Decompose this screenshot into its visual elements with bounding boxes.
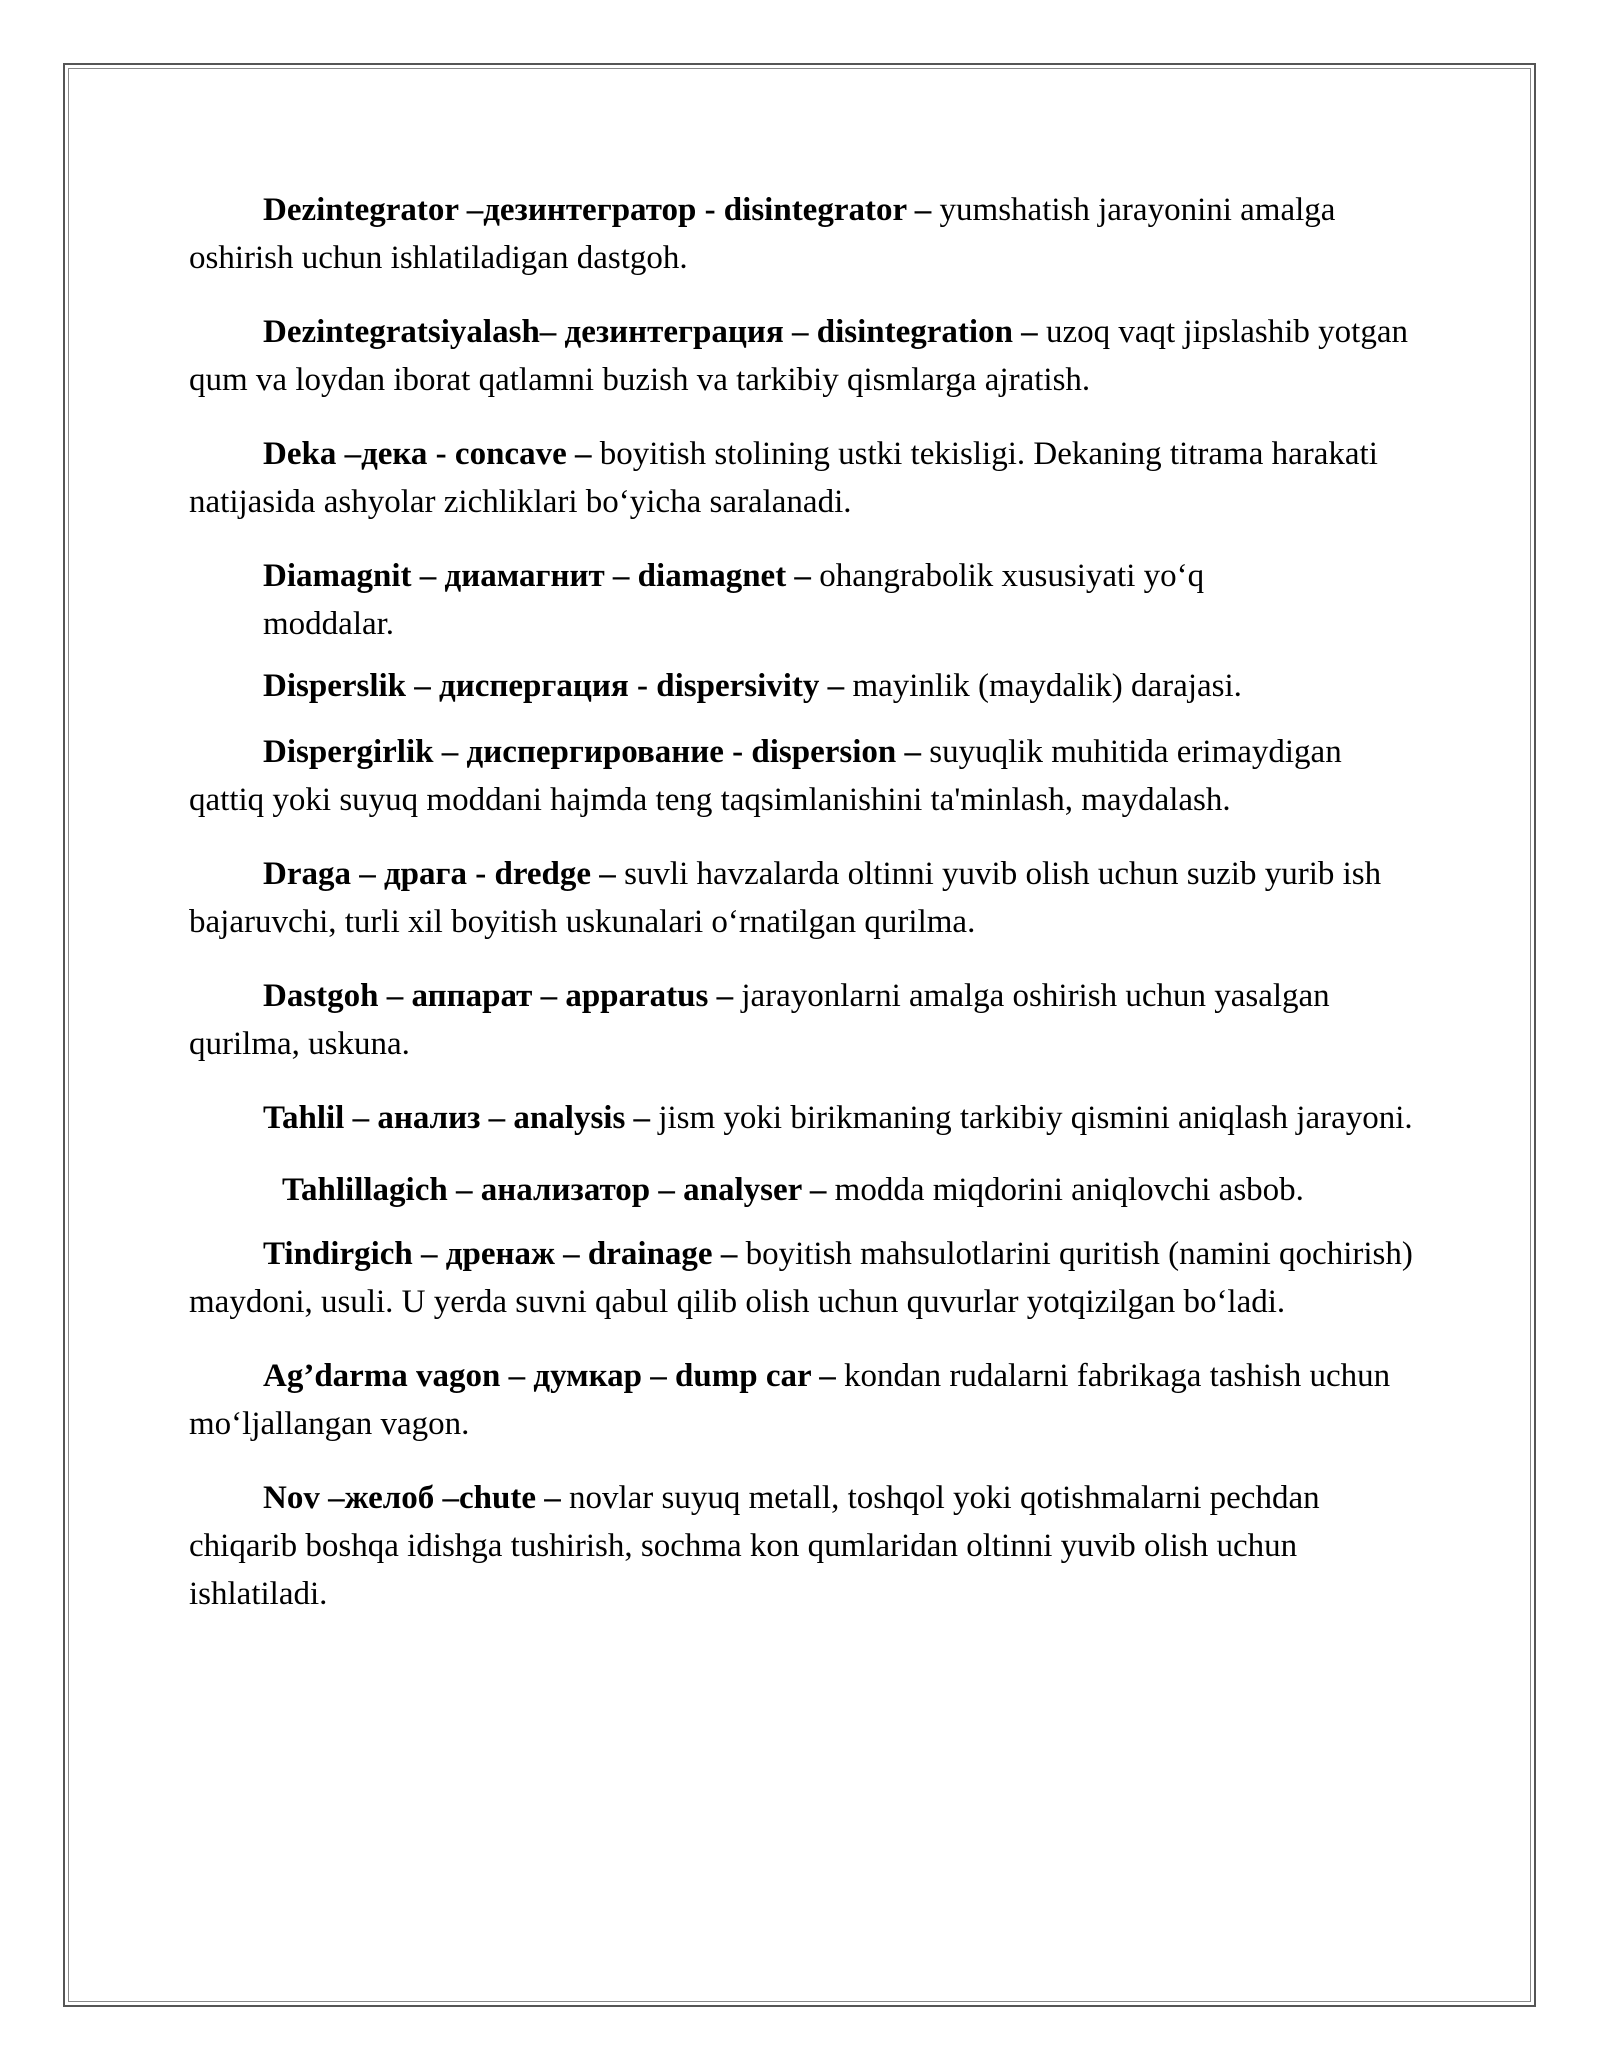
glossary-entry-deka (189, 430, 1414, 526)
entry-term: Disperslik – диспергация - dispersivity – (263, 668, 845, 704)
glossary-entry-dastgoh (189, 972, 1414, 1068)
entry-term: Dezintegrator –дезинтегратор - disintegrator – (263, 192, 932, 228)
glossary-entry-tahlillagich (263, 1168, 1323, 1212)
entry-term: Dezintegratsiyalash– дезинтеграция – disintegration – (263, 314, 1038, 350)
glossary-entry-dezintegrator (189, 186, 1414, 282)
glossary-entry-dispergirlik (189, 728, 1414, 824)
entry-term: Tahlillagich – анализатор – analyser – (282, 1172, 827, 1208)
entry-definition: suyuqlik muhitida erimaydigan qattiq yoki suyuq moddani hajmda teng taqsimlanishini ta'minlash, maydalash. (189, 734, 1342, 818)
entry-term: Tahlil – анализ – analysis – (263, 1100, 651, 1136)
glossary-entry-tindirgich (189, 1230, 1414, 1326)
entry-term: Diamagnit – диамагнит – diamagnet – (263, 558, 811, 594)
entry-definition: kondan rudalarni fabrikaga tashish uchun mo‘ljallangan vagon. (189, 1358, 1391, 1442)
entry-definition: jarayonlarni amalga oshirish uchun yasalgan qurilma, uskuna. (189, 978, 1330, 1062)
entry-term: Ag’darma vagon – думкар – dump car – (263, 1358, 836, 1394)
entry-definition: boyitish stolining ustki tekisligi. Dekaning titrama harakati natijasida ashyolar zichliklari bo‘yicha saralanadi. (189, 436, 1378, 520)
entry-term: Draga – драга - dredge – (263, 856, 616, 892)
entry-definition: boyitish mahsulotlarini quritish (namini qochirish) maydoni, usuli. U yerda suvni qabul qilib olish uchun quvurlar yotqizilgan bo‘ladi. (189, 1236, 1413, 1320)
glossary-entry-diamagnit (263, 552, 1323, 648)
entry-definition: mayinlik (maydalik) darajasi. (844, 668, 1242, 704)
glossary-entry-dezintegratsiyalash (189, 308, 1414, 404)
entry-definition: yumshatish jarayonini amalga oshirish uchun ishlatiladigan dastgoh. (189, 192, 1336, 276)
entry-definition: suvli havzalarda oltinni yuvib olish uchun suzib yurib ish bajaruvchi, turli xil boyitish uskunalari o‘rnatilgan qurilma. (189, 856, 1382, 940)
glossary-entry-disperslik (189, 662, 1414, 710)
entry-term: Dispergirlik – диспергирование - dispersion – (263, 734, 922, 770)
entry-definition: ohangrabolik xususiyati yo‘q moddalar. (263, 558, 1205, 642)
entry-term: Tindirgich – дренаж – drainage – (263, 1236, 738, 1272)
entry-definition: modda miqdorini aniqlovchi asbob. (826, 1172, 1304, 1208)
entry-definition: jism yoki birikmaning tarkibiy qismini aniqlash jarayoni. (650, 1100, 1413, 1136)
entry-term: Dastgoh – аппарат – apparatus – (263, 978, 734, 1014)
glossary-entry-nov (189, 1474, 1414, 1618)
entry-definition: novlar suyuq metall, toshqol yoki qotishmalarni pechdan chiqarib boshqa idishga tushirish, sochma kon qumlaridan oltinni yuvib olish uchun ishlatiladi. (189, 1480, 1320, 1612)
entry-definition: uzoq vaqt jipslashib yotgan qum va loydan iborat qatlamni buzish va tarkibiy qismlarga ajratish. (189, 314, 1408, 398)
glossary-entry-tahlil (189, 1094, 1414, 1142)
entry-term: Deka –дека - concave – (263, 436, 592, 472)
glossary-entry-agdarma-vagon (189, 1352, 1414, 1448)
glossary-entry-draga (189, 850, 1414, 946)
glossary-content (189, 186, 1414, 1618)
entry-term: Nov –желоб –chute – (263, 1480, 561, 1516)
